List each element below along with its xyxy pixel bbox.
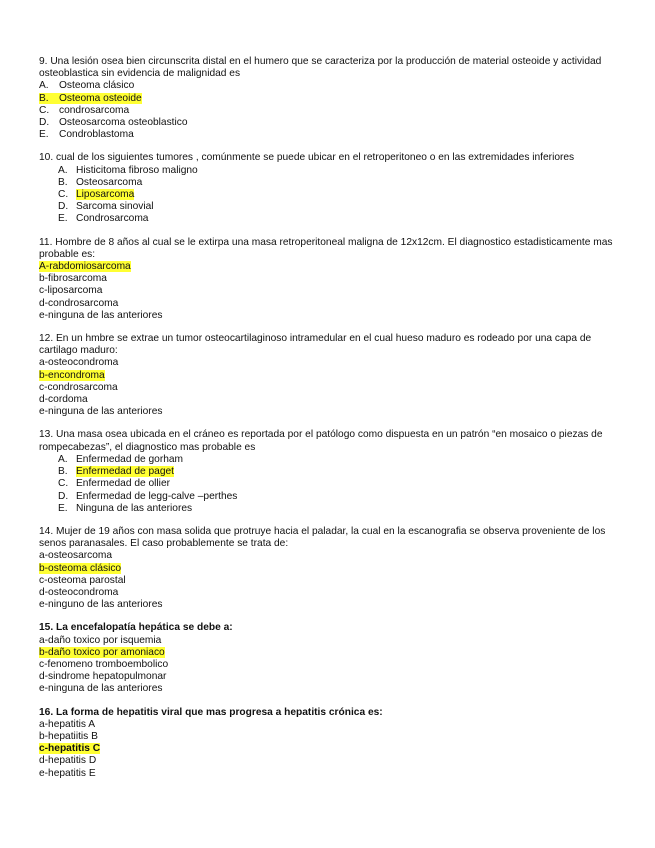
answer-option: c-condrosarcoma xyxy=(39,381,118,393)
answer-option-highlighted: B. Enfermedad de paget xyxy=(58,466,174,478)
answer-option: e-ninguna de las anteriores xyxy=(39,309,163,321)
question-14 xyxy=(39,526,615,611)
answer-option: A. Enfermedad de gorham xyxy=(58,453,184,465)
answer-option-highlighted: c-hepatitis C xyxy=(39,743,101,755)
answer-option: C. Enfermedad de ollier xyxy=(58,478,171,490)
answer-option: C. condrosarcoma xyxy=(39,104,130,116)
answer-option: b-fibrosarcoma xyxy=(39,273,107,285)
answer-option: c-osteoma parostal xyxy=(39,574,126,586)
answer-option-highlighted: b-daño toxico por amoniaco xyxy=(39,646,165,658)
answer-option: B. Osteosarcoma xyxy=(58,176,143,188)
question-stem: 13. Una masa osea ubicada en el cráneo es reportada por el patólogo como dispuesta en un patrón “en mosaico o piezas de rompecabezas”, el diagnostico mas probable es xyxy=(39,429,603,453)
answer-option: E. Condroblastoma xyxy=(39,129,134,141)
answer-option: a-osteosarcoma xyxy=(39,550,113,562)
answer-option: e-ninguno de las anteriores xyxy=(39,599,163,611)
answer-option: e-hepatitis E xyxy=(39,767,96,779)
answer-option: e-ninguna de las anteriores xyxy=(39,683,163,695)
answer-option: A. Histicitoma fibroso maligno xyxy=(58,164,198,176)
answer-option: d-cordoma xyxy=(39,394,88,406)
answer-option: d-condrosarcoma xyxy=(39,297,119,309)
question-stem: 11. Hombre de 8 años al cual se le extirpa una masa retroperitoneal maligna de 12x12cm. El diagnostico estadisticamente mas probable es: xyxy=(39,236,613,260)
answer-option: c-liposarcoma xyxy=(39,285,103,297)
answer-option: A. Osteoma clásico xyxy=(39,80,135,92)
answer-option: E. Condrosarcoma xyxy=(58,213,149,225)
answer-option: a-hepatitis A xyxy=(39,718,96,730)
answer-option: b-hepatiitis B xyxy=(39,730,98,742)
answer-option-highlighted: C. Liposarcoma xyxy=(58,189,135,201)
question-stem: 10. cual de los siguientes tumores , comúnmente se puede ubicar en el retroperitoneo o en las extremidades inferiores xyxy=(39,152,575,164)
question-11 xyxy=(39,237,615,322)
answer-option: c-fenomeno tromboembolico xyxy=(39,658,169,670)
question-stem: 12. En un hmbre se extrae un tumor osteocartilaginoso intramedular en el cual hueso maduro es rodeado por una capa de cartilago maduro: xyxy=(39,333,592,357)
question-stem: 9. Una lesión osea bien circunscrita distal en el humero que se caracteriza por la producción de material osteoide y actividad osteoblastica sin evidencia de malignidad es xyxy=(39,56,602,80)
question-stem: 14. Mujer de 19 años con masa solida que protruye hacia el paladar, la cual en la escanografia se observa proveniente de los senos paranasales. El caso probablemente se trata de: xyxy=(39,525,606,550)
question-stem: 15. La encefalopatía hepática se debe a: xyxy=(39,622,233,634)
question-10 xyxy=(39,152,615,225)
question-stem: 16. La forma de hepatitis viral que mas progresa a hepatitis crónica es: xyxy=(39,706,383,718)
answer-option: d-sindrome hepatopulmonar xyxy=(39,671,167,683)
question-16 xyxy=(39,707,615,780)
answer-option: D. Enfermedad de legg-calve –perthes xyxy=(58,490,238,502)
answer-option: a-daño toxico por isquemia xyxy=(39,634,162,646)
answer-option: E. Ninguna de las anteriores xyxy=(58,502,193,514)
answer-option: D. Sarcoma sinovial xyxy=(58,201,154,213)
question-15 xyxy=(39,622,615,695)
question-9 xyxy=(39,56,615,141)
answer-option: d-hepatitis D xyxy=(39,755,97,767)
answer-option-highlighted: B. Osteoma osteoide xyxy=(39,92,142,104)
answer-option: a-osteocondroma xyxy=(39,357,119,369)
answer-option-highlighted: b-encondroma xyxy=(39,369,105,381)
answer-option-highlighted: A-rabdomiosarcoma xyxy=(39,261,131,273)
answer-option-highlighted: b-osteoma clásico xyxy=(39,562,122,574)
answer-option: e-ninguna de las anteriores xyxy=(39,406,163,418)
question-13 xyxy=(39,429,615,514)
answer-option: D. Osteosarcoma osteoblastico xyxy=(39,117,188,129)
question-12 xyxy=(39,333,615,418)
answer-option: d-osteocondroma xyxy=(39,586,119,598)
